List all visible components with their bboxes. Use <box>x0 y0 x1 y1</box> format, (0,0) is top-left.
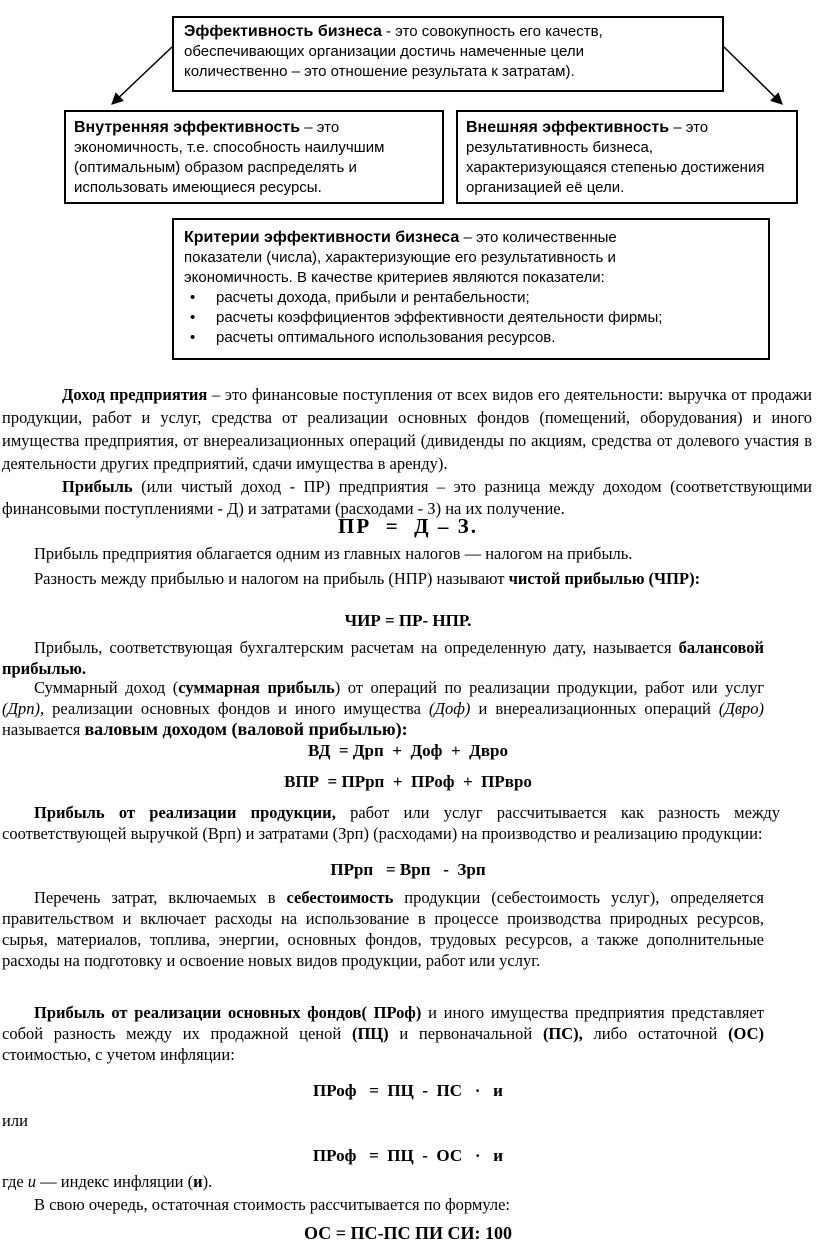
assets-paragraph: Прибыль от реализации основных фондов( ПРоф) и иного имущества предприятия представляет собой разность между их продажной ценой (ПЦ) и первоначальной (ПС), либо остаточной (ОС) стоимостью, с учетом инфляции: <box>2 1003 765 1064</box>
gross-paragraph: Суммарный доход (суммарная прибыль) от операций по реализации продукции, работ или услуг (Дрп), реализации основных фондов и иного имущества (Доф) и внереализационных операций (Двро) называется валовым доходом (валовой прибылью): <box>2 678 765 739</box>
balance-term: балансовой прибылью. <box>2 638 764 678</box>
formula-gross-profit: ВПР = ПРрп + ПРоф + ПРвро <box>284 772 532 791</box>
formula-assets-ps: ПРоф = ПЦ - ПС · и <box>313 1081 503 1100</box>
income-term: Доход предприятия <box>62 385 208 404</box>
internal-box-title: Внутренняя эффективность <box>74 119 301 136</box>
formula-sales-profit: ПРрп = Врп - Зрп <box>330 860 486 879</box>
criteria-box-title: Критерии эффективности бизнеса <box>184 229 460 246</box>
arrow-left <box>112 47 172 104</box>
sales-profit-paragraph: Прибыль от реализации продукции, работ или услуг рассчитывается как разность между соответствующей выручкой (Врп) и затратами (Зрп) (расходами) на производство и реализацию продукции: <box>2 803 780 843</box>
assets-term: Прибыль от реализации основных фондов( ПРоф) <box>34 1003 422 1022</box>
external-efficiency-box: Внешняя эффективность – это результативность бизнеса, характеризующаяся степенью достижения организацией её цели. <box>456 110 798 204</box>
formula-residual-value: ОС = ПС-ПС ПИ СИ: 100 <box>304 1223 512 1243</box>
net-profit-term: чистой прибылью (ЧПР): <box>508 569 701 588</box>
formula-profit: ПР = Д – З. <box>338 514 478 538</box>
tax-line: Прибыль предприятия облагается одним из главных налогов — налогом на прибыль. <box>34 544 633 563</box>
top-definition-box: Эффективность бизнеса - это совокупность его качеств, обеспечивающих организации достичь намеченные цели количественно – это отношение результата к затратам). <box>172 16 724 92</box>
criteria-list <box>184 288 758 348</box>
list-item: • расчеты дохода, прибыли и рентабельности; <box>184 288 758 308</box>
inflation-line: где и — индекс инфляции (и). <box>2 1172 213 1191</box>
cost-term: себестоимость <box>286 888 394 907</box>
gross-term: валовым доходом (валовой прибылью): <box>84 719 408 739</box>
income-paragraph: Доход предприятия – это финансовые поступления от всех видов его деятельности: выручка от продажи продукции, работ и услуг, средства от реализации основных фондов (помещений, оборудования) и иного имущества предприятия, от внереализационных операций (дивиденды по акциям, средства от долевого участия в деятельности других предприятий, сдачи имущества в аренду). <box>2 385 812 473</box>
formula-gross-income: ВД = Дрп + Доф + Двро <box>308 741 508 760</box>
external-box-title: Внешняя эффективность <box>466 119 670 136</box>
formula-assets-os: ПРоф = ПЦ - ОС · и <box>312 1146 504 1165</box>
balance-paragraph: Прибыль, соответствующая бухгалтерским расчетам на определенную дату, называется балансовой прибылью. <box>2 638 764 678</box>
list-item: • расчеты оптимального использования ресурсов. <box>184 328 758 348</box>
formula-net-profit: ЧИР = ПР- НПР. <box>344 611 472 630</box>
list-item: • расчеты коэффициентов эффективности деятельности фирмы; <box>184 308 758 328</box>
sales-profit-term: Прибыль от реализации продукции, <box>34 803 336 822</box>
or-word: или <box>2 1111 28 1130</box>
profit-paragraph: Прибыль (или чистый доход - ПР) предприятия – это разница между доходом (соответствующими финансовыми поступлениями - Д) и затратами (расходами - З) на их получение. <box>2 477 812 518</box>
cost-paragraph: Перечень затрат, включаемых в себестоимость продукции (себестоимость услуг), определяется правительством и включает расходы на использование в процессе производства природных ресурсов, сырья, материалов, топлива, энергии, основных фондов, трудовых ресурсов, а также дополнительные расходы на подготовку и освоение новых видов продукции, работ или услуг. <box>2 888 764 970</box>
profit-term: Прибыль <box>62 477 133 496</box>
top-box-title: Эффективность бизнеса <box>184 23 382 40</box>
criteria-box: Критерии эффективности бизнеса – это количественные показатели (числа), характеризующие его результативность и экономичность. В качестве критериев являются показатели: • расчеты дохода, прибыли и рентабельности; • расчеты коэффициентов эффективности деятельности фирмы; • расчеты оптимального использования ресурсов. <box>172 218 770 360</box>
internal-efficiency-box: Внутренняя эффективность – это экономичность, т.е. способность наилучшим (оптимальным) образом распределять и использовать имеющиеся ресурсы. <box>64 110 444 204</box>
residual-line: В свою очередь, остаточная стоимость рассчитывается по формуле: <box>34 1195 511 1214</box>
arrow-right <box>724 47 782 104</box>
net-profit-paragraph: Разность между прибылью и налогом на прибыль (НПР) называют чистой прибылью (ЧПР): <box>34 569 701 588</box>
